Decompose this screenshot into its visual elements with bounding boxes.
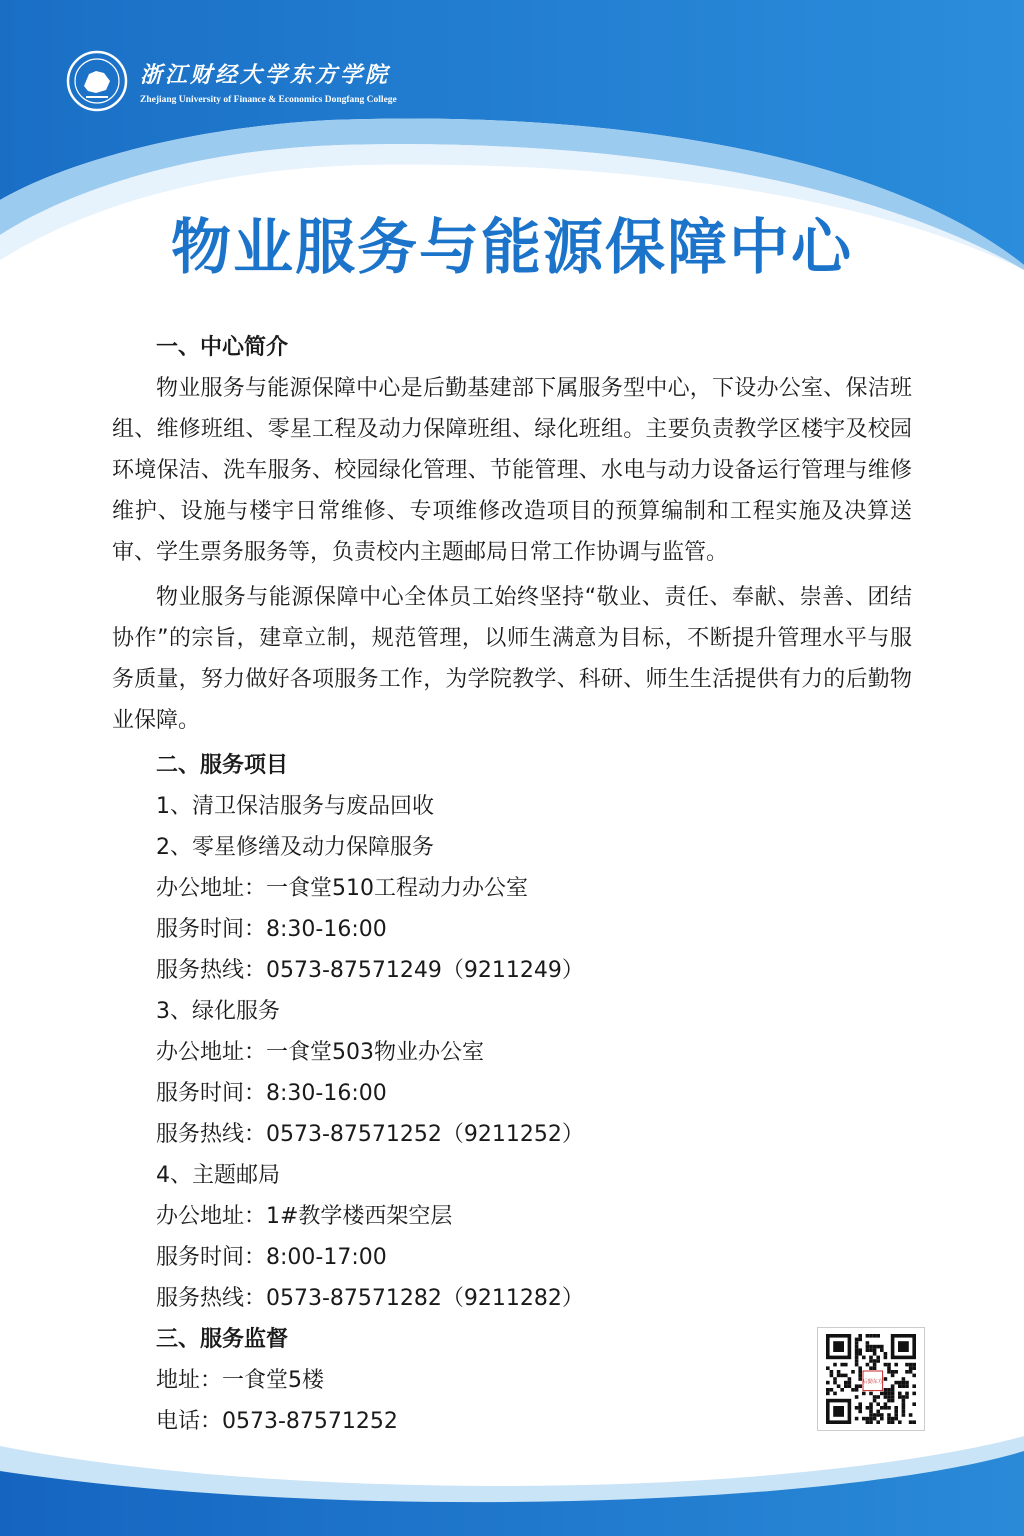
section-intro-title: 一、中心简介 — [156, 335, 289, 360]
qr-code-graphic — [818, 1328, 924, 1430]
service-line: 服务热线：0573-87571252（9211252） — [156, 1122, 584, 1147]
header — [66, 46, 397, 116]
college-seal-logo — [66, 50, 128, 112]
qr-code-icon — [817, 1327, 925, 1431]
page-title: 物业服务与能源保障中心 — [171, 213, 853, 283]
qr-badge-text: 后勤东方 — [862, 1378, 883, 1385]
service-line: 服务热线：0573-87571249（9211249） — [156, 958, 584, 983]
service-line: 服务时间：8:30-16:00 — [156, 1081, 387, 1106]
school-name-cn: 浙江财经大学东方学院 — [140, 61, 391, 88]
supervision-address: 地址：一食堂5楼 — [156, 1368, 324, 1393]
section-services-title: 二、服务项目 — [156, 753, 289, 778]
supervision-phone: 电话：0573-87571252 — [156, 1409, 398, 1434]
bottom-wave-decoration — [0, 1426, 1024, 1536]
service-line: 服务热线：0573-87571282（9211282） — [156, 1286, 584, 1311]
service-line: 2、零星修缮及动力保障服务 — [156, 835, 434, 860]
intro-paragraph-2: 物业服务与能源保障中心全体员工始终坚持“敬业、责任、奉献、崇善、团结协作”的宗旨，建章立制，规范管理，以师生满意为目标，不断提升管理水平与服务质量，努力做好各项服务工作，为学院教学、科研、师生生活提供有力的后勤物业保障。 — [112, 585, 912, 733]
service-line: 办公地址：一食堂510工程动力办公室 — [156, 876, 528, 901]
service-line: 4、主题邮局 — [156, 1163, 280, 1188]
service-line: 服务时间：8:30-16:00 — [156, 917, 387, 942]
service-line: 办公地址：1#教学楼西架空层 — [156, 1204, 453, 1229]
service-line: 3、绿化服务 — [156, 999, 280, 1024]
school-name-block — [140, 58, 397, 105]
intro-paragraph-1: 物业服务与能源保障中心是后勤基建部下属服务型中心，下设办公室、保洁班组、维修班组、零星工程及动力保障班组、绿化班组。主要负责教学区楼宇及校园环境保洁、洗车服务、校园绿化管理、节能管理、水电与动力设备运行管理与维修维护、设施与楼宇日常维修、专项维修改造项目的预算编制和工程实施及决算送审、学生票务服务等，负责校内主题邮局日常工作协调与监管。 — [112, 376, 912, 565]
service-line: 服务时间：8:00-17:00 — [156, 1245, 387, 1270]
service-line: 1、清卫保洁服务与废品回收 — [156, 794, 434, 819]
school-name-en: Zhejiang University of Finance & Economics Dongfang College — [140, 94, 397, 105]
service-line: 办公地址：一食堂503物业办公室 — [156, 1040, 484, 1065]
main-content — [112, 327, 912, 1442]
section-supervision-title: 三、服务监督 — [156, 1327, 289, 1352]
